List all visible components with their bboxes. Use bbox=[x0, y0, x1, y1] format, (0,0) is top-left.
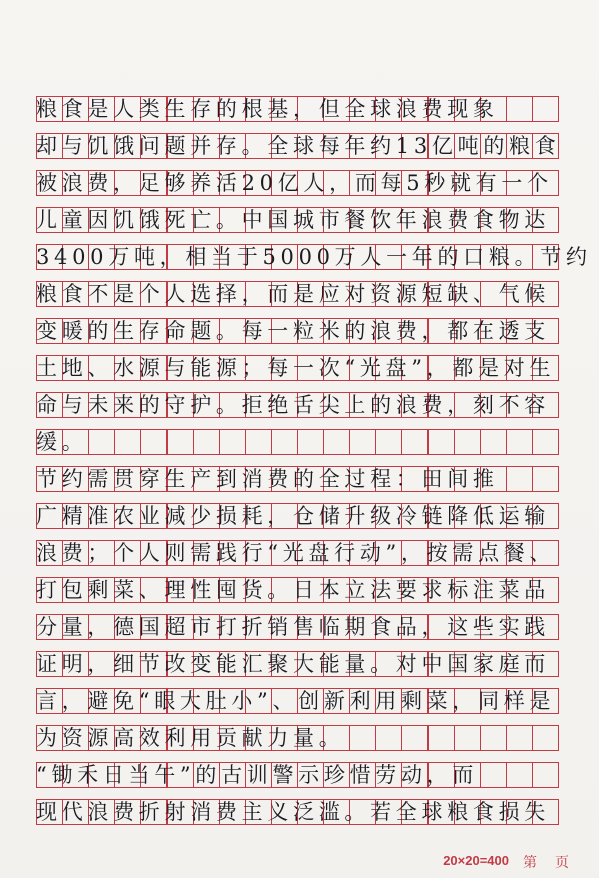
essay-line: 现代浪费折射消费主义泛滥。若全球粮食损失 bbox=[36, 800, 550, 824]
essay-line: 打包剩菜、理性囤货。日本立法要求标注菜品 bbox=[36, 578, 550, 602]
essay-line: 儿童因饥饿死亡。中国城市餐饮年浪费食物达 bbox=[36, 208, 550, 232]
essay-line: 被浪费，足够养活20亿人，而每5秒就有一个 bbox=[36, 171, 553, 195]
grid-spec-label: 20×20=400 bbox=[443, 853, 509, 868]
essay-line: 变暖的生存命题。每一粒米的浪费，都在透支 bbox=[36, 319, 550, 343]
essay-line: 粮食不是个人选择，而是应对资源短缺、气候 bbox=[36, 282, 550, 306]
essay-line: 3400万吨，相当于5000万人一年的口粮。节约 bbox=[36, 245, 592, 269]
essay-line: 浪费；个人则需践行“光盘行动”，按需点餐、 bbox=[36, 541, 556, 565]
essay-line: 缓。 bbox=[36, 430, 88, 454]
essay-line: 土地、水源与能源；每一次“光盘”，都是对生 bbox=[36, 356, 556, 380]
essay-line: 为资源高效利用贡献力量。 bbox=[36, 726, 345, 750]
essay-line: 却与饥饿问题并存。全球每年约13亿吨的粮食 bbox=[36, 134, 561, 158]
page-number-label bbox=[523, 852, 569, 872]
essay-line: 命与未来的守护。拒绝舌尖上的浪费，刻不容 bbox=[36, 393, 550, 417]
essay-line: 粮食是人类生存的根基，但全球浪费现象 bbox=[36, 97, 499, 121]
essay-line: 节约需贯穿生产到消费的全过程：田间推 bbox=[36, 467, 499, 491]
essay-line: 言，避免“眼大肚小”、创新利用剩菜，同样是 bbox=[36, 689, 556, 713]
essay-line: “锄禾日当午”的古训警示珍惜劳动，而 bbox=[36, 763, 479, 787]
essay-line: 证明，细节改变能汇聚大能量。对中国家庭而 bbox=[36, 652, 550, 676]
page-suffix: 页 bbox=[555, 854, 569, 870]
page-prefix: 第 bbox=[523, 854, 537, 870]
essay-line: 分量，德国超市打折销售临期食品，这些实践 bbox=[36, 615, 550, 639]
page-footer bbox=[0, 850, 599, 878]
essay-line: 广精准农业减少损耗，仓储升级冷链降低运输 bbox=[36, 504, 550, 528]
